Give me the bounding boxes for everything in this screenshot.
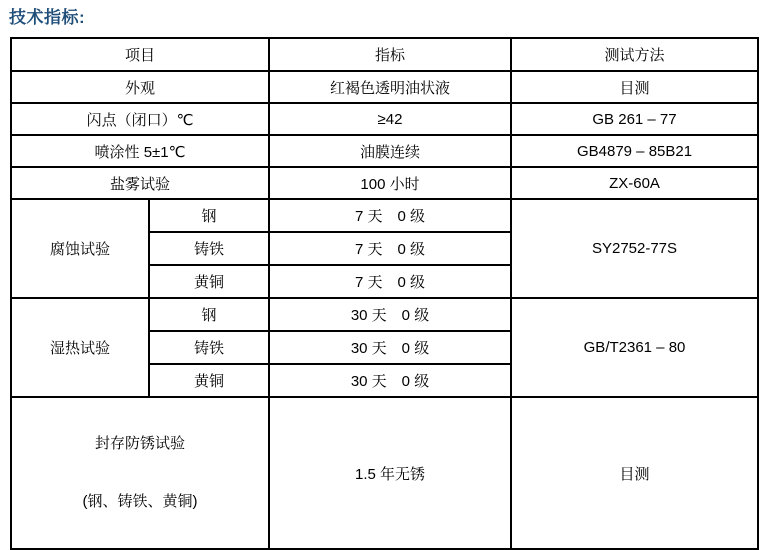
spec-table bbox=[10, 37, 759, 550]
cell-material: 黄铜 bbox=[149, 265, 269, 298]
cell-method: ZX-60A bbox=[511, 167, 758, 199]
cell-material: 钢 bbox=[149, 199, 269, 232]
cell-group-method: GB/T2361 – 80 bbox=[511, 298, 758, 397]
cell-item bbox=[11, 397, 269, 549]
cell-item: 喷涂性 5±1℃ bbox=[11, 135, 269, 167]
column-header-spec: 指标 bbox=[269, 38, 511, 71]
cell-spec: ≥42 bbox=[269, 103, 511, 135]
cell-material: 铸铁 bbox=[149, 232, 269, 265]
table-row-seal-rust bbox=[11, 397, 758, 549]
cell-item-line2: (钢、铸铁、黄铜) bbox=[82, 493, 198, 510]
cell-method: GB4879 – 85B21 bbox=[511, 135, 758, 167]
cell-spec: 7 天 0 级 bbox=[269, 199, 511, 232]
cell-spec: 30 天 0 级 bbox=[269, 298, 511, 331]
cell-group-method: SY2752-77S bbox=[511, 199, 758, 298]
cell-material: 黄铜 bbox=[149, 364, 269, 397]
table-row-appearance bbox=[11, 71, 758, 103]
page-title: 技术指标: bbox=[9, 8, 86, 27]
cell-material: 铸铁 bbox=[149, 331, 269, 364]
column-header-method: 测试方法 bbox=[511, 38, 758, 71]
cell-spec: 7 天 0 级 bbox=[269, 265, 511, 298]
cell-spec: 红褐色透明油状液 bbox=[269, 71, 511, 103]
cell-item: 闪点（闭口）℃ bbox=[11, 103, 269, 135]
cell-method: 目测 bbox=[511, 71, 758, 103]
table-header-row bbox=[11, 38, 758, 71]
cell-method: GB 261 – 77 bbox=[511, 103, 758, 135]
table-row-sprayability bbox=[11, 135, 758, 167]
cell-item: 盐雾试验 bbox=[11, 167, 269, 199]
cell-material: 钢 bbox=[149, 298, 269, 331]
cell-group-item: 湿热试验 bbox=[11, 298, 149, 397]
column-header-item: 项目 bbox=[11, 38, 269, 71]
cell-item-line1: 封存防锈试验 bbox=[95, 435, 186, 452]
cell-spec: 1.5 年无锈 bbox=[269, 397, 511, 549]
cell-spec: 30 天 0 级 bbox=[269, 331, 511, 364]
cell-spec: 30 天 0 级 bbox=[269, 364, 511, 397]
table-row-flash-point bbox=[11, 103, 758, 135]
table-row-damp-heat-steel bbox=[11, 298, 758, 331]
cell-spec: 100 小时 bbox=[269, 167, 511, 199]
table-row-salt-spray bbox=[11, 167, 758, 199]
cell-item: 外观 bbox=[11, 71, 269, 103]
cell-spec: 7 天 0 级 bbox=[269, 232, 511, 265]
cell-method: 目测 bbox=[511, 397, 758, 549]
table-row-corrosion-steel bbox=[11, 199, 758, 232]
cell-group-item: 腐蚀试验 bbox=[11, 199, 149, 298]
cell-spec: 油膜连续 bbox=[269, 135, 511, 167]
